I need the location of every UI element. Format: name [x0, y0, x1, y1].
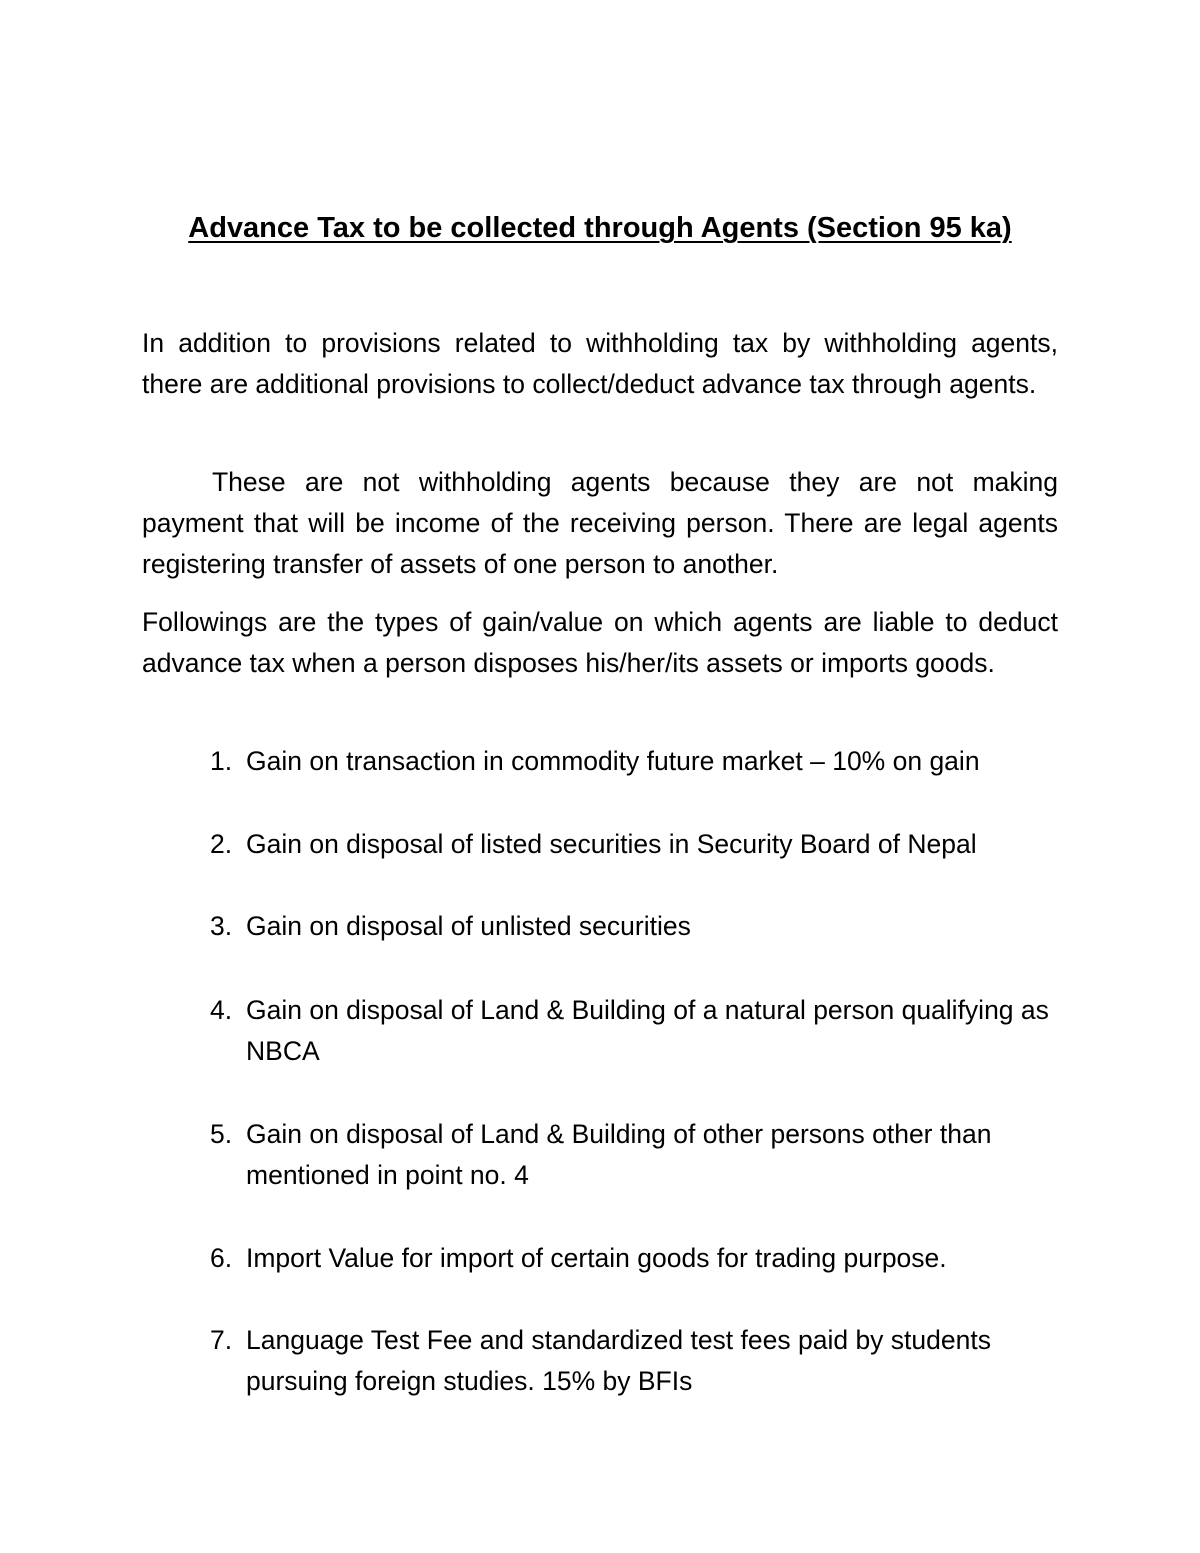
list-item-text: Gain on disposal of Land & Building of other persons other than mentioned in point no. 4: [246, 1119, 992, 1190]
list-item: [142, 990, 1058, 1072]
list-item-number: 4.: [210, 995, 233, 1025]
list-item-text: Gain on disposal of listed securities in Security Board of Nepal: [246, 829, 977, 859]
list-item-number: 3.: [210, 911, 233, 941]
list-item-text: Gain on disposal of unlisted securities: [246, 911, 691, 941]
list-item: [142, 741, 1058, 782]
list-item-text: Import Value for import of certain goods for trading purpose.: [246, 1243, 947, 1273]
list-item: [142, 906, 1058, 947]
list-item-number: 5.: [210, 1119, 233, 1149]
list-item-text: Gain on transaction in commodity future market – 10% on gain: [246, 746, 980, 776]
list-item: [142, 1114, 1058, 1196]
page-title: Advance Tax to be collected through Agents (Section 95 ka): [188, 212, 1012, 244]
list-item: [142, 824, 1058, 865]
list-item-text: Language Test Fee and standardized test fees paid by students pursuing foreign studies. 15% by BFIs: [246, 1325, 991, 1396]
list-item: [142, 1238, 1058, 1279]
list-item-number: 2.: [210, 829, 233, 859]
list-item-number: 1.: [210, 746, 233, 776]
list-intro-paragraph: Followings are the types of gain/value on which agents are liable to deduct advance tax when a person disposes his/her/its assets or imports goods.: [142, 607, 1058, 678]
list-item-number: 6.: [210, 1243, 233, 1273]
intro-paragraph: In addition to provisions related to withholding tax by withholding agents, there are additional provisions to collect/deduct advance tax through agents.: [142, 328, 1058, 399]
list-item-number: 7.: [210, 1325, 233, 1355]
list-item: [142, 1320, 1058, 1402]
explanation-paragraph: These are not withholding agents because they are not making payment that will be income of the receiving person. There are legal agents registering transfer of assets of one person to another.: [142, 467, 1058, 579]
list-item-text: Gain on disposal of Land & Building of a natural person qualifying as NBCA: [246, 995, 1049, 1066]
